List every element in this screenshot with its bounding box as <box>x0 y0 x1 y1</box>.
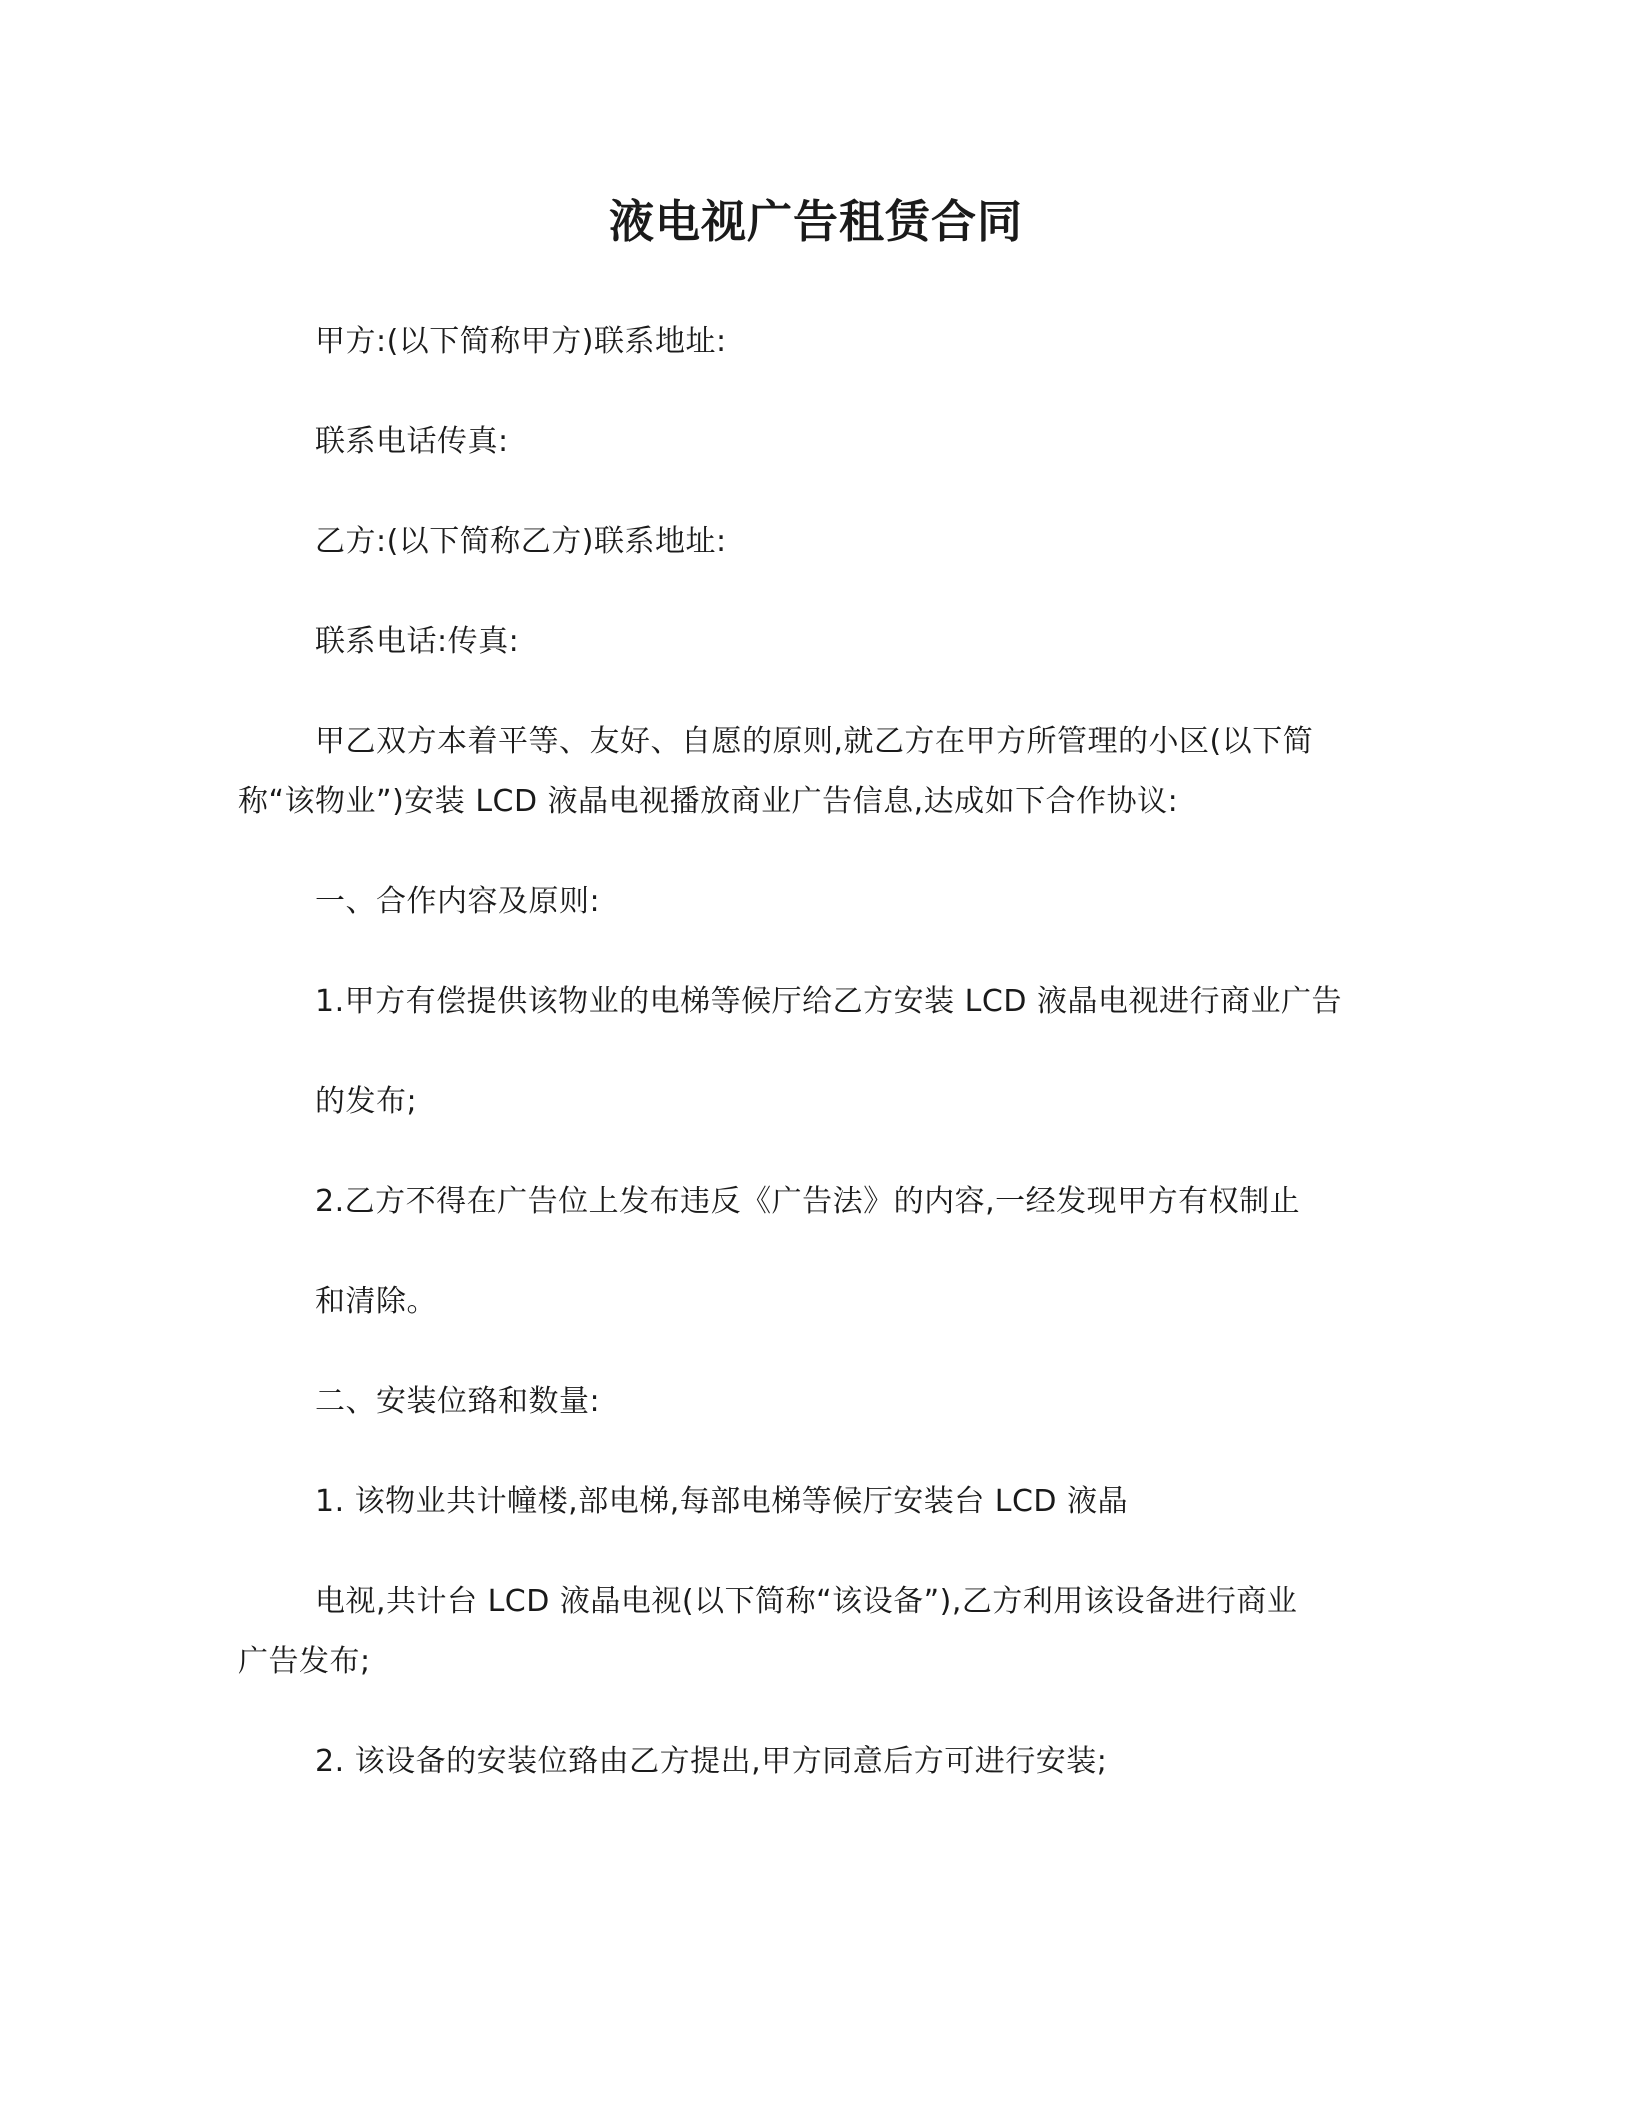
clause-1-1-line-2: 的发布; <box>315 1084 418 1119</box>
clause-2-2-line-1: 2. 该设备的安装位臵由乙方提出,甲方同意后方可进行安装; <box>315 1744 1108 1779</box>
preamble-line-1: 甲乙双方本着平等、友好、自愿的原则,就乙方在甲方所管理的小区(以下简 <box>315 724 1314 759</box>
party-a-line: 甲方:(以下简称甲方)联系地址: <box>315 324 727 359</box>
section-1-heading: 一、合作内容及原则: <box>315 884 601 919</box>
clause-1-2-line-2: 和清除。 <box>315 1284 437 1319</box>
party-b-phone-line: 联系电话:传真: <box>315 624 520 659</box>
clause-2-1-line-2: 电视,共计台 LCD 液晶电视(以下简称“该设备”),乙方利用该设备进行商业 <box>315 1584 1298 1619</box>
document-title: 液电视广告租赁合同 <box>608 195 1023 248</box>
preamble-line-2: 称“该物业”)安装 LCD 液晶电视播放商业广告信息,达成如下合作协议: <box>238 784 1179 819</box>
party-a-phone-line: 联系电话传真: <box>315 424 509 459</box>
clause-2-1-line-1: 1. 该物业共计幢楼,部电梯,每部电梯等候厅安装台 LCD 液晶 <box>315 1484 1129 1519</box>
clause-1-1-line-1: 1.甲方有偿提供该物业的电梯等候厅给乙方安装 LCD 液晶电视进行商业广告 <box>315 984 1342 1019</box>
section-2-heading: 二、安装位臵和数量: <box>315 1384 601 1419</box>
clause-1-2-line-1: 2.乙方不得在广告位上发布违反《广告法》的内容,一经发现甲方有权制止 <box>315 1184 1301 1219</box>
party-b-line: 乙方:(以下简称乙方)联系地址: <box>315 524 727 559</box>
clause-2-1-line-3: 广告发布; <box>238 1644 371 1679</box>
